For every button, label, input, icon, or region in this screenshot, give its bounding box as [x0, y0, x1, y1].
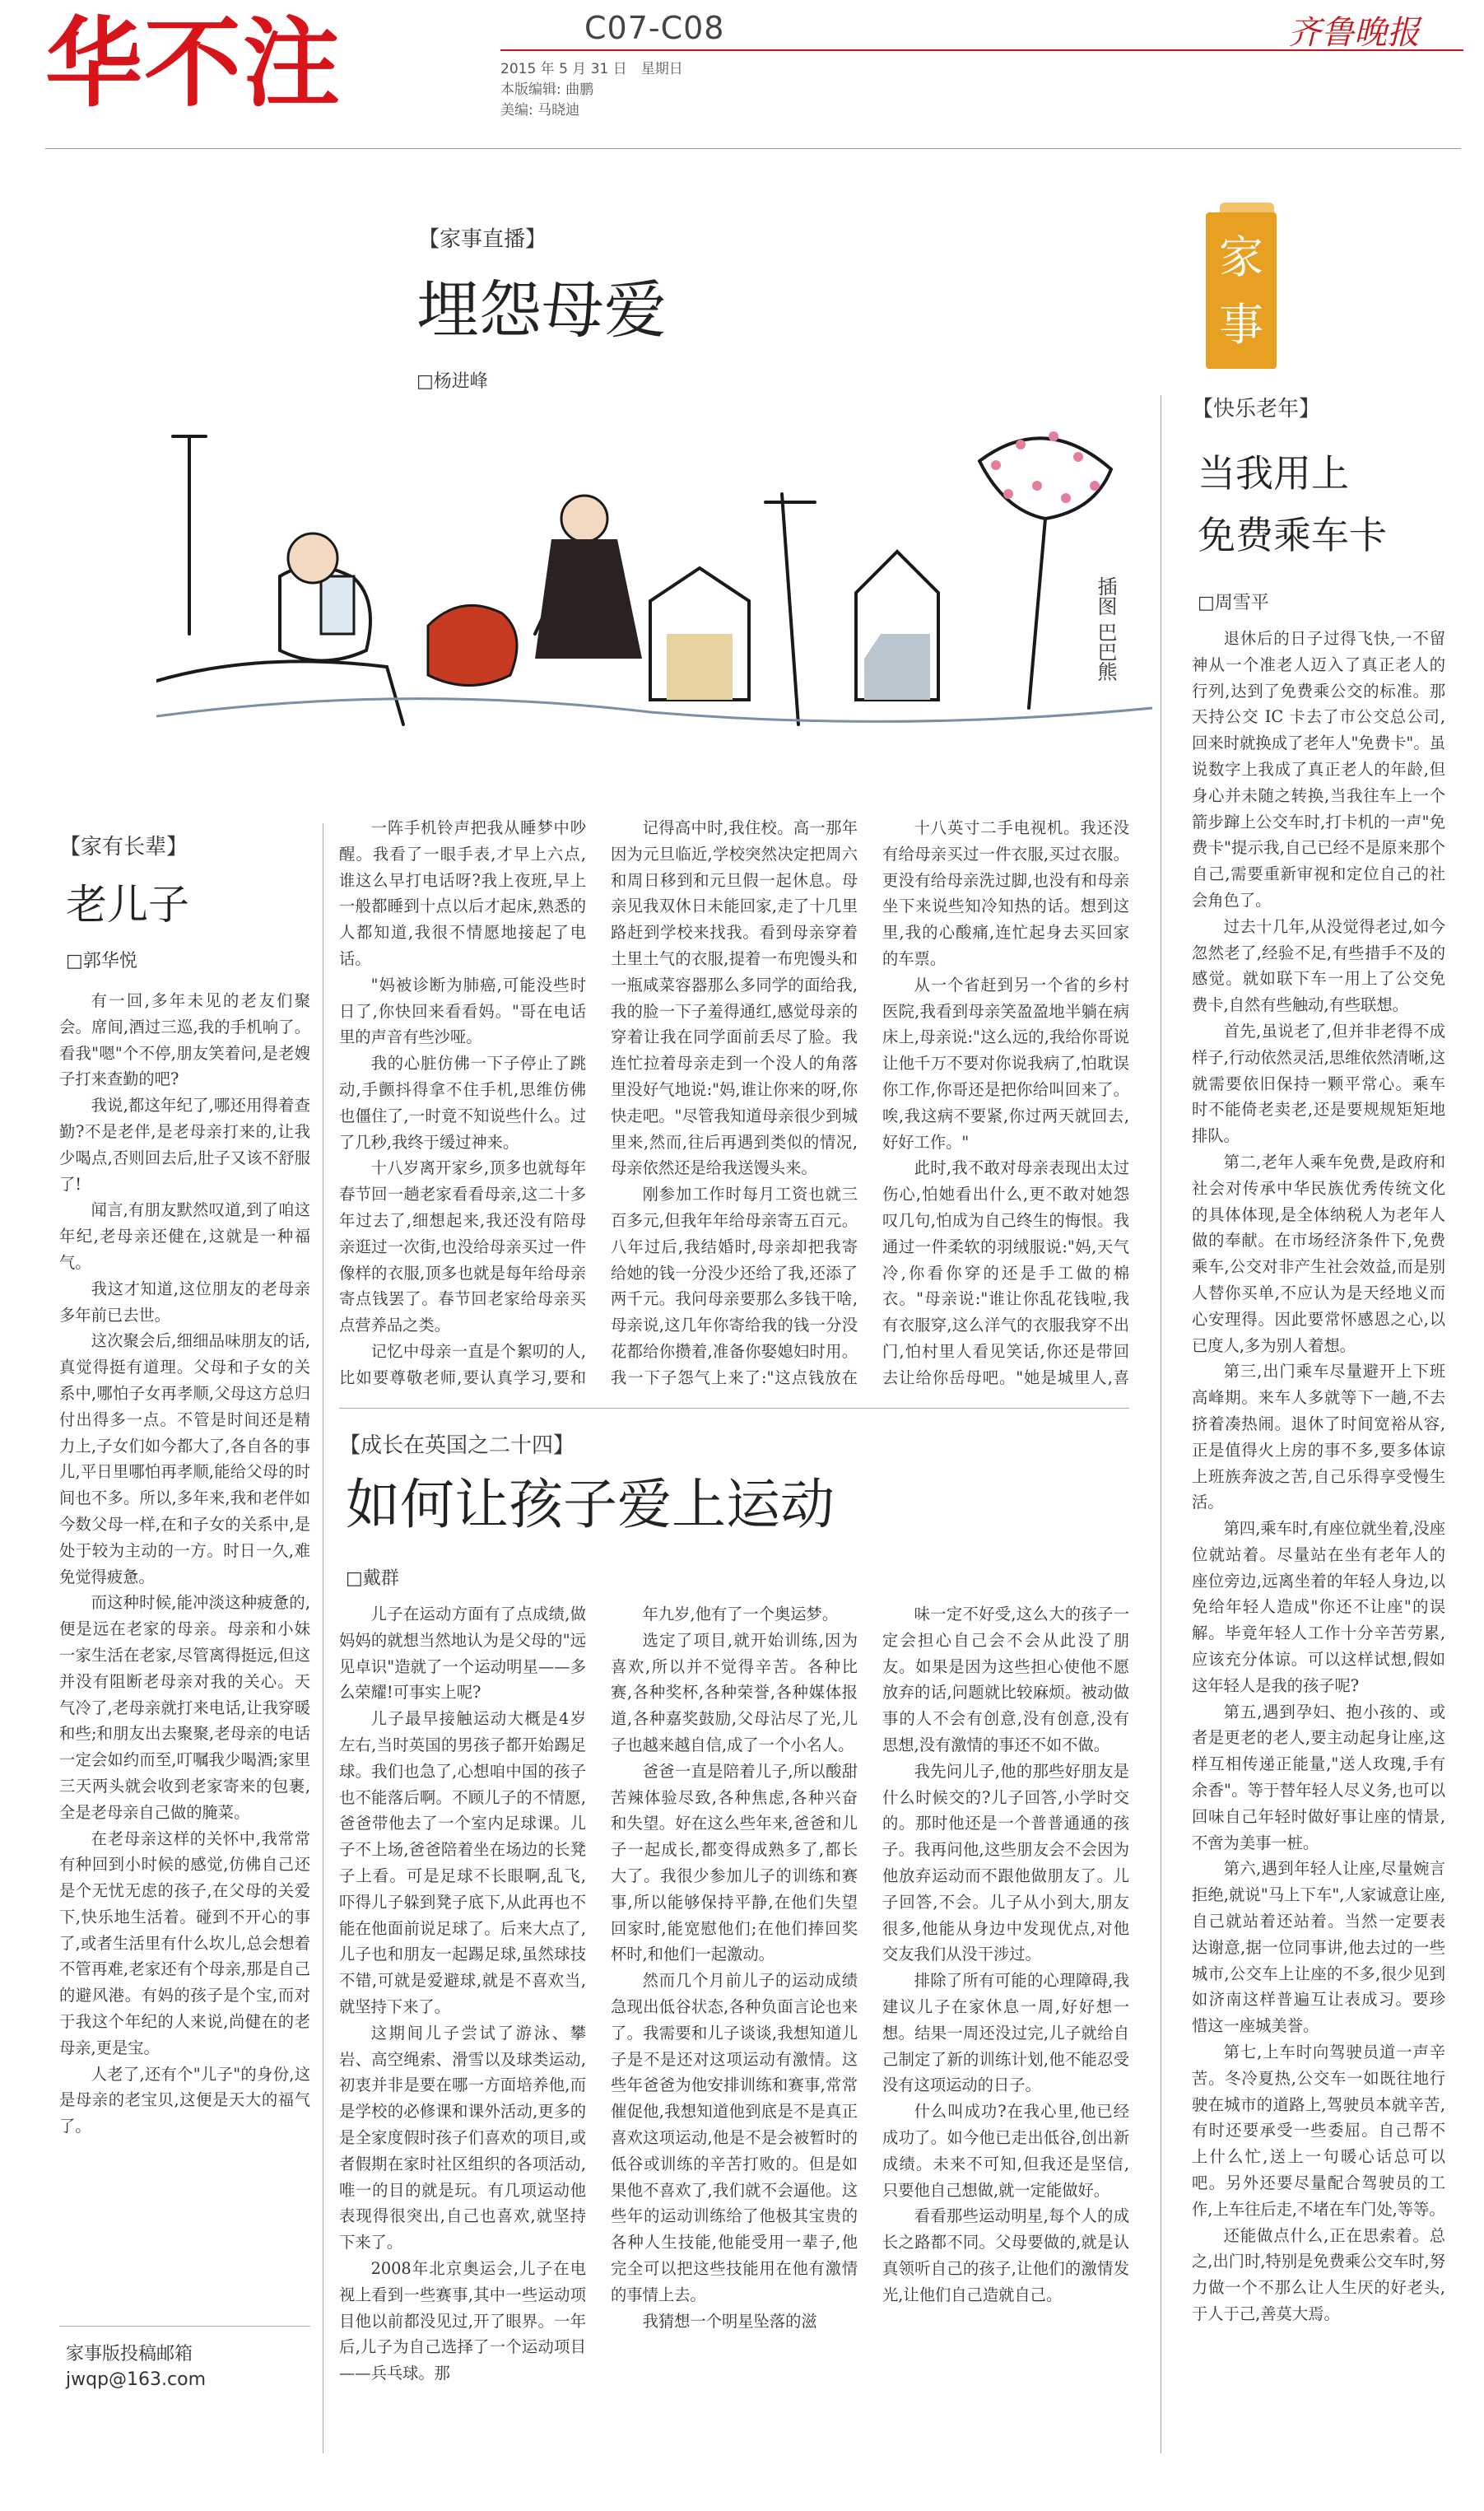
masthead-meta: [500, 59, 683, 121]
article2-title: 老儿子: [66, 881, 189, 929]
designer-credit: 美编: 马晓迪: [500, 102, 580, 119]
article4-column-2: 年九岁,他有了一个奥运梦。 选定了项目,就开始训练,因为喜欢,所以并不觉得辛苦。各种比赛,各种奖杯,各种荣誉,各种媒体报道,各种嘉奖鼓励,父母沾尽了光,儿子也越来越自信,成了一个小名人。 爸爸一直是陪着儿子,所以酸甜苦辣体验尽致,各种焦虑,各种兴奋和失望。好在这么些年来,爸爸和儿子一起成长,都变得成熟多了,都长大了。我很少参加儿子的训练和赛事,所以能够保持平静,在他们失望回家时,能宽慰他们;在他们捧回奖杯时,和他们一起激动。 然而几个月前儿子的运动成绩急现出低谷状态,各种负面言论也来了。我需要和儿子谈谈,我想知道儿子是不是还对这项运动有激情。这些年爸爸为他安排训练和赛事,常常催促他,我想知道他到底是不是真正喜欢这项运动,他是不是会被暂时的低谷或训练的辛苦打败的。但是如果他不喜欢了,我们就不会逼他。这些年的运动训练给了他极其宝贵的各种人生技能,他能受用一辈子,他完全可以把这些技能用在他有激情的事情上去。 我猜想一个明星坠落的滋: [611, 1605, 858, 2331]
submission-label: 家事版投稿邮箱: [66, 2344, 193, 2364]
article1-title: 埋怨母爱: [416, 273, 667, 347]
article4-title: 如何让孩子爱上运动: [346, 1473, 835, 1536]
page-numbers: C07-C08: [584, 10, 725, 46]
article1-column-1: 一阵手机铃声把我从睡梦中吵醒。我看了一眼手表,才早上六点,谁这么早打电话呀?我上夜班,早上一般都睡到十点以后才起床,熟悉的人都知道,我很不情愿地接起了电话。 "妈被诊断为肺癌,可能没些时日了,你快回来看看妈。"哥在电话里的声音有些沙哑。 我的心脏仿佛一下子停止了跳动,手颤抖得拿不住手机,思维仿佛也僵住了,一时竟不知说些什么。过了几秒,我终于缓过神来。 十八岁离开家乡,顶多也就每年春节回一趟老家看看母亲,这二十多年过去了,细想起来,我还没有陪母亲逛过一次街,也没给母亲买过一件像样的衣服,顶多也就是每年给母亲寄点钱罢了。春节回老家给母亲买点营养品之类。 记忆中母亲一直是个絮叨的人,比如要尊敬老师,要认真学习,要和: [339, 818, 586, 1387]
article4-column-3: 味一定不好受,这么大的孩子一定会担心自己会不会从此没了朋友。如果是因为这些担心使他不愿放弃的话,问题就比较麻烦。被动做事的人不会有创意,没有创意,没有思想,没有激情的事还不如不做。 我先问儿子,他的那些好朋友是什么时候交的?儿子回答,小学时交的。那时他还是一个普普通通的孩子。我再问他,这些朋友会不会因为他放弃运动而不跟他做朋友了。儿子回答,不会。儿子从小到大,朋友很多,他能从身边中发现优点,对他交友我们从没干涉过。 排除了所有可能的心理障碍,我建议儿子在家休息一周,好好想一想。结果一周还没过完,儿子就给自己制定了新的训练计划,他不能忍受没有这项运动的日子。 什么叫成功?在我心里,他已经成功了。如今他已走出低谷,创出新成绩。未来不可知,但我还是坚信,只要他自己想做,就一定能做好。 看看那些运动明星,每个人的成长之路都不同。父母要做的,就是认真领听自己的孩子,让他们的激情发光,让他们自己造就自己。: [882, 1605, 1129, 2304]
article1-column-2: 记得高中时,我住校。高一那年因为元旦临近,学校突然决定把周六和周日移到和元旦假一起休息。母亲见我双休日未能回家,走了十几里路赶到学校来找我。看到母亲穿着土里土气的衣服,提着一布兜馒头和一瓶咸菜容器那么多同学的面给我,我的脸一下子羞得通红,感觉母亲的穿着让我在同学面前丢尽了脸。我连忙拉着母亲走到一个没人的角落里没好气地说:"妈,谁让你来的呀,你快走吧。"尽管我知道母亲很少到城里来,然而,往后再遇到类似的情况,母亲依然还是给我送馒头来。 刚参加工作时每月工资也就三百多元,但我年年给母亲寄五百元。八年过后,我结婚时,母亲却把我寄给她的钱一分没少还给了我,还添了两千元。我问母亲要那么多钱干啥,母亲说,这几年你寄给我的钱一分没花都给你攒着,准备你娶媳妇时用。我一下子怨气上来了:"这点钱放在: [611, 818, 858, 1387]
footer-divider: [59, 2326, 310, 2327]
article1-kicker: 【家事直播】: [418, 227, 547, 252]
article4-column-1: 儿子在运动方面有了点成绩,做妈妈的就想当然地认为是父母的"远见卓识"造就了一个运动明星——多么荣耀!可事实上呢? 儿子最早接触运动大概是4岁左右,当时英国的男孩子都开始踢足球。我们也急了,心想咱中国的孩子也不能落后啊。不顾儿子的不情愿,爸爸带他去了一个室内足球课。儿子不上场,爸爸陪着坐在场边的长凳子上看。可是足球不长眼啊,乱飞,吓得儿子躲到凳子底下,从此再也不能在他面前说足球了。后来大点了,儿子也和朋友一起踢足球,虽然球技不错,可就是爱避球,就是不喜欢当,就坚持下来了。 这期间儿子尝试了游泳、攀岩、高空绳索、滑雪以及球类运动,初衷并非是要在哪一方面培养他,而是学校的必修课和课外活动,更多的是全家度假时孩子们喜欢的项目,或者假期在家时社区组织的各项活动,唯一的目的就是玩。有几项运动他表现得很突出,自己也喜欢,就坚持下来了。 2008年北京奥运会,儿子在电视上看到一些赛事,其中一些运动项目他以前都没见过,开了眼界。一年后,儿子为自己选择了一个运动项目——兵乓球。那: [339, 1605, 586, 2383]
article3-title-line2: 免费乘车卡: [1198, 513, 1387, 557]
editor-credit: 本版编辑: 曲鹏: [500, 82, 594, 98]
section-tag-jiashi: 家事: [1206, 212, 1277, 369]
issue-date: 2015 年 5 月 31 日 星期日: [500, 61, 683, 77]
article4-kicker: 【成长在英国之二十四】: [339, 1433, 575, 1458]
article3-kicker: 【快乐老年】: [1192, 397, 1321, 422]
article3-author: □周雪平: [1198, 593, 1269, 613]
masthead-title: 华不注: [45, 7, 342, 120]
submission-email: jwqp@163.com: [66, 2369, 207, 2390]
article1-author: □杨进峰: [416, 371, 488, 392]
article2-author: □郭华悦: [66, 951, 137, 971]
article3-title-line1: 当我用上: [1198, 451, 1349, 496]
article4-divider: [339, 1408, 1129, 1409]
article2-kicker: 【家有长辈】: [59, 835, 188, 860]
illustration-family-scene: [156, 387, 1152, 733]
newspaper-logo: 齐鲁晚报: [1288, 14, 1420, 52]
article3-body: 退休后的日子过得飞快,一不留神从一个准老人迈入了真正老人的行列,达到了免费乘公交的标准。那天持公交 IC 卡去了市公交总公司,回来时就换成了老年人"免费卡"。虽说数字上我成了真正老人的年龄,但身心并未随之转换,当我往车上一个箭步蹿上公交车时,打卡机的一声"免费卡"提示我,自己已经不是原来那个自己,需要重新审视和定位自己的社会角色了。 过去十几年,从没觉得老过,如今忽然老了,经验不足,有些措手不及的感觉。就如联下车一用上了公交免费卡,自然有些触动,有些联想。 首先,虽说老了,但并非老得不成样子,行动依然灵活,思维依然清晰,这就需要依旧保持一颗平常心。乘车时不能倚老卖老,还是要规规矩矩地排队。 第二,老年人乘车免费,是政府和社会对传承中华民族优秀传统文化的具体体现,是全体纳税人为老年人做的奉献。在市场经济条件下,免费乘车,公交对非产生社会效益,而是别人替你买单,不应认为是天经地义而心安理得。因此要常怀感恩之心,以已度人,多为别人着想。 第三,出门乘车尽量避开上下班高峰期。来车人多就等下一趟,不去挤着凑热闹。退休了时间宽裕从容,正是值得火上房的事不多,要多体谅上班族奔波之苦,自己乐得享受慢生活。 第四,乘车时,有座位就坐着,没座位就站着。尽量站在坐有老年人的座位旁边,远离坐着的年轻人身边,以免给年轻人造成"你还不让座"的误解。毕竟年轻人工作十分辛苦劳累,应该充分体谅。可以这样试想,假如这年轻人是我的孩子呢? 第五,遇到孕妇、抱小孩的、或者是更老的老人,要主动起身让座,这样互相传递正能量,"送人玫瑰,手有余香"。等于替年轻人尽义务,也可以回味自己年轻时做好事让座的情景,不啻为美事一桩。 第六,遇到年轻人让座,尽量婉言拒绝,就说"马上下车",人家诚意让座,自己就站着还站着。当然一定要表达谢意,据一位同事讲,他去过的一些城市,公交车上让座的不多,很少见到如济南这样普遍互让表成习。要珍惜这一座城美誉。 第七,上车时向驾驶员道一声辛苦。冬冷夏热,公交车一如既往地行驶在城市的道路上,驾驶员本就辛苦,有时还要承受一些委屈。自己帮不上什么忙,送上一句暖心话总可以吧。另外还要尽量配合驾驶员的工作,上车往后走,不堵在车门处,等等。 还能做点什么,正在思索着。总之,出门时,特别是免费乘公交车时,努力做一个不那么让人生厌的好老头,于人于己,善莫大焉。: [1192, 629, 1445, 2323]
article4-author: □戴群: [346, 1568, 399, 1589]
article2-body: 有一回,多年未见的老友们聚会。席间,酒过三巡,我的手机响了。看我"嗯"个不停,朋友笑着问,是老嫂子打来查勤的吧? 我说,都这年纪了,哪还用得着查勤?不是老伴,是老母亲打来的,让我少喝点,否则回去后,肚子又该不舒服了! 闻言,有朋友默然叹道,到了咱这年纪,老母亲还健在,这就是一种福气。 我这才知道,这位朋友的老母亲多年前已去世。 这次聚会后,细细品味朋友的话,真觉得挺有道理。父母和子女的关系中,哪怕子女再孝顺,父母这方总归付出得多一点。不管是时间还是精力上,子女们如今都大了,各自各的事儿,平日里哪怕再孝顺,能给父母的时间也不多。所以,多年来,我和老伴如今数父母一样,在和子女的关系中,是处于较为主动的一方。时日一久,难免觉得疲惫。 而这种时候,能冲淡这种疲惫的,便是远在老家的母亲。母亲和小妹一家生活在老家,尽管离得挺远,但这并没有阻断老母亲对我的关心。天气冷了,老母亲就打来电话,让我穿暖和些;和朋友出去聚聚,老母亲的电话一定会如约而至,叮嘱我少喝酒;家里三天两头就会收到老家寄来的包裹,全是老母亲自己做的腌菜。 在老母亲这样的关怀中,我常常有种回到小时候的感觉,仿佛自己还是个无忧无虑的孩子,在父母的关爱下,快乐地生活着。碰到不开心的事了,或者生活里有什么坎儿,总会想着不管再难,老家还有个母亲,那是自己的避风港。有妈的孩子是个宝,而对于我这个年纪的人来说,尚健在的老母亲,更是宝。 人老了,还有个"儿子"的身份,这是母亲的老宝贝,这便是天大的福气了。: [59, 991, 310, 2136]
top-divider: [45, 148, 1461, 149]
illustration-credit: 插图 巴巴熊: [1094, 576, 1117, 682]
article1-column-3: 十八英寸二手电视机。我还没有给母亲买过一件衣服,买过衣服。更没有给母亲洗过脚,也没有和母亲坐下来说些知冷知热的话。想到这里,我的心酸痛,连忙起身去买回家的车票。 从一个省赶到另一个省的乡村医院,我看到母亲笑盈盈地半躺在病床上,母亲说:"这么远的,我给你哥说让他千万不要对你说我病了,怕耽误你工作,你哥还是把你给叫回来了。唉,我这病不要紧,你过两天就回去,好好工作。" 此时,我不敢对母亲表现出太过伤心,怕她看出什么,更不敢对她怨叹几句,怕成为自己终生的悔恨。我通过一件柔软的羽绒服说:"妈,天气冷,你看你穿的还是手工做的棉衣。"母亲说:"谁让你乱花钱啦,我有衣服穿,这么洋气的衣服我穿不出门,怕村里人看见笑话,你还是带回去让给你岳母吧。"她是城里人,喜: [882, 818, 1129, 1387]
